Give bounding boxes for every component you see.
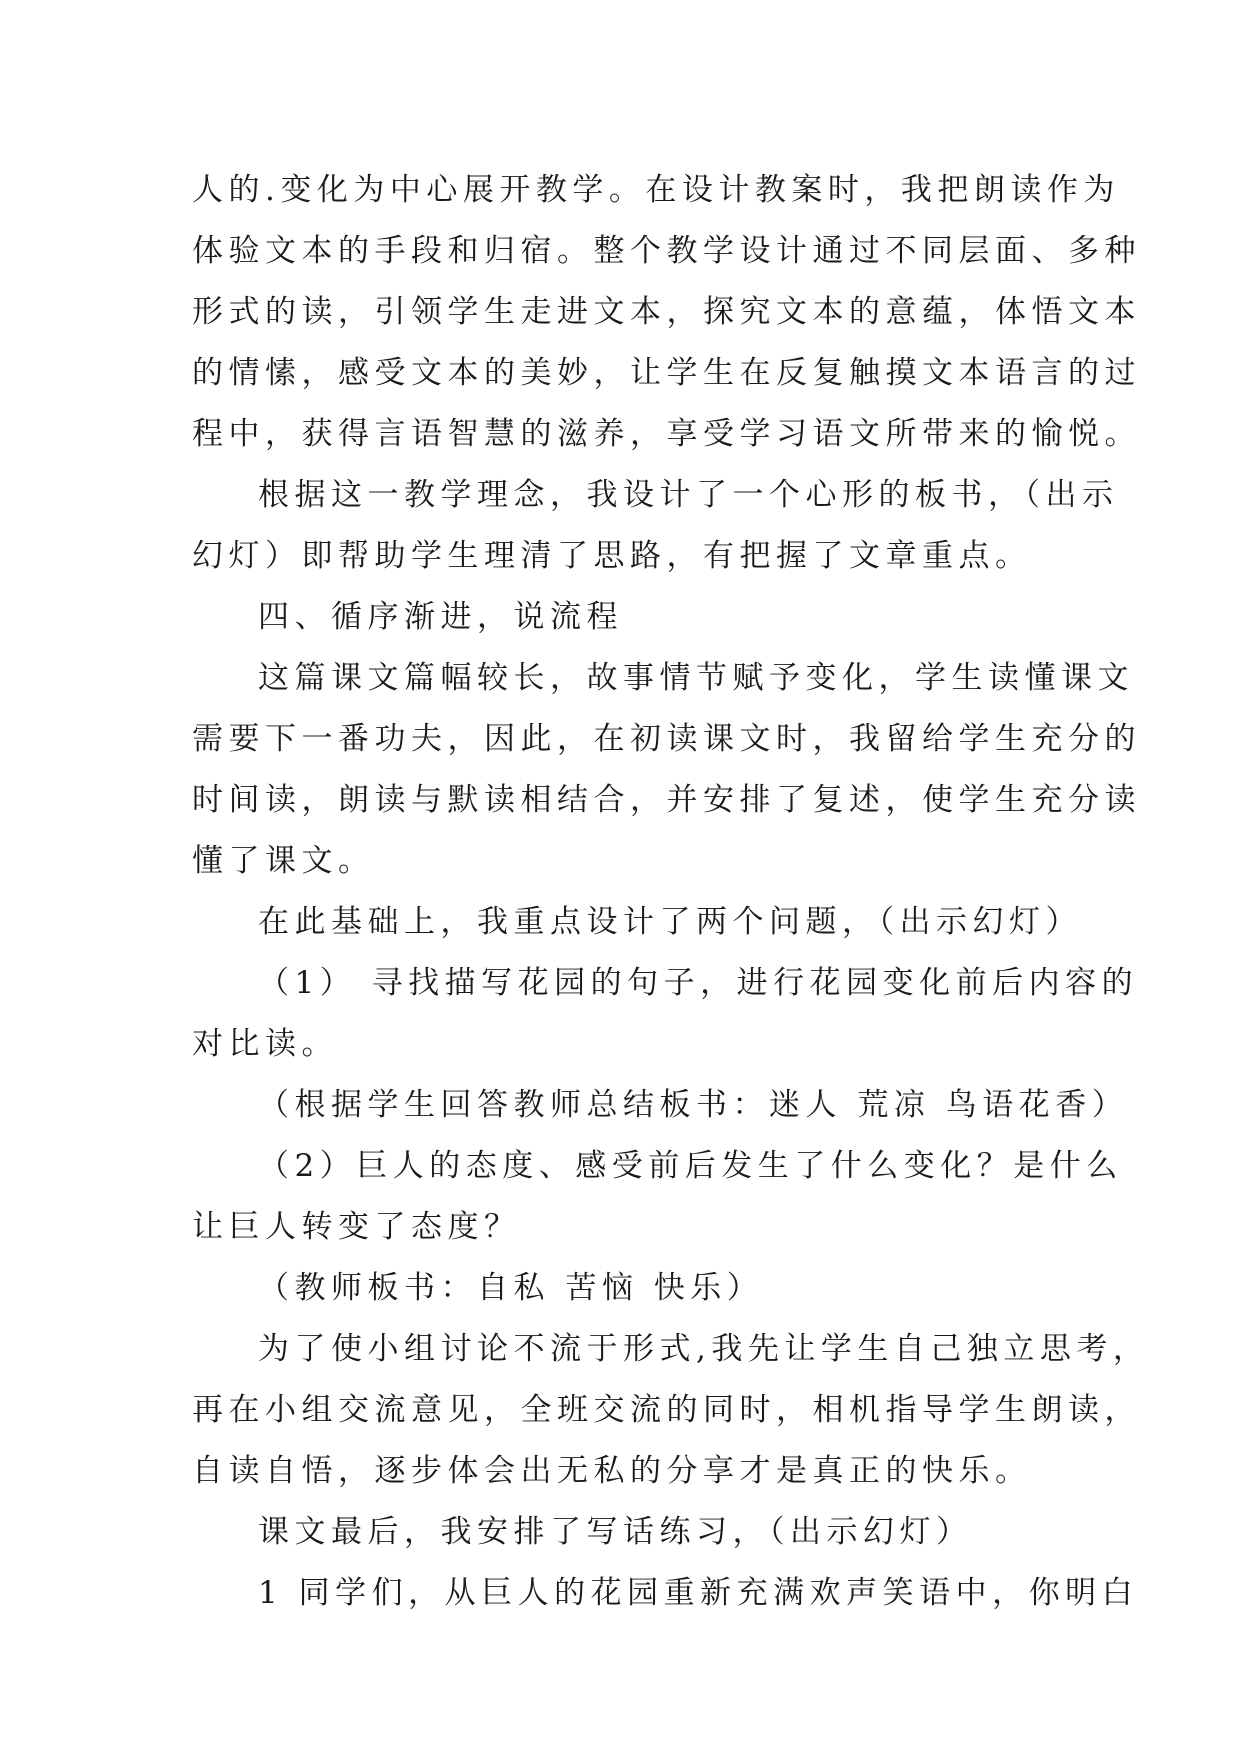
document-page: [192, 160, 1150, 1624]
text-line: 形式的读，引领学生走进文本，探究文本的意蕴，体悟文本: [192, 294, 1141, 330]
text-line: （1） 寻找描写花园的句子，进行花园变化前后内容的: [258, 965, 1139, 1001]
text-line: 再在小组交流意见，全班交流的同时，相机指导学生朗读，: [192, 1392, 1141, 1428]
section-heading: 四、循序渐进，说流程: [258, 599, 623, 635]
text-line: （根据学生回答教师总结板书：迷人 荒凉 鸟语花香）: [258, 1087, 1129, 1123]
text-line: 人的.变化为中心展开教学。在设计教案时，我把朗读作为: [192, 172, 1120, 208]
text-line: （教师板书：自私 苦恼 快乐）: [258, 1270, 764, 1306]
text-line: 让巨人转变了态度？: [192, 1209, 521, 1245]
text-line: 程中，获得言语智慧的滋养，享受学习语文所带来的愉悦。: [192, 416, 1141, 452]
text-line: 时间读，朗读与默读相结合，并安排了复述，使学生充分读: [192, 782, 1141, 818]
text-line: 自读自悟，逐步体会出无私的分享才是真正的快乐。: [192, 1453, 1032, 1489]
text-line: 为了使小组讨论不流于形式,我先让学生自己独立思考，: [258, 1331, 1150, 1367]
text-line: 课文最后，我安排了写话练习，（出示幻灯）: [258, 1514, 973, 1550]
text-line: 1 同学们，从巨人的花园重新充满欢声笑语中，你明白: [258, 1575, 1139, 1611]
text-line: 根据这一教学理念，我设计了一个心形的板书，（出示: [258, 477, 1119, 513]
text-line: 的情愫，感受文本的美妙，让学生在反复触摸文本语言的过: [192, 355, 1141, 391]
text-line: （2）巨人的态度、感受前后发生了什么变化？是什么: [258, 1148, 1123, 1184]
text-line: 在此基础上，我重点设计了两个问题，（出示幻灯）: [258, 904, 1082, 940]
text-line: 对比读。: [192, 1026, 338, 1062]
text-line: 这篇课文篇幅较长，故事情节赋予变化，学生读懂课文: [258, 660, 1134, 696]
text-line: 幻灯）即帮助学生理清了思路，有把握了文章重点。: [192, 538, 1032, 574]
text-line: 懂了课文。: [192, 843, 375, 879]
text-line: 需要下一番功夫，因此，在初读课文时，我留给学生充分的: [192, 721, 1141, 757]
text-line: 体验文本的手段和归宿。整个教学设计通过不同层面、多种: [192, 233, 1141, 269]
